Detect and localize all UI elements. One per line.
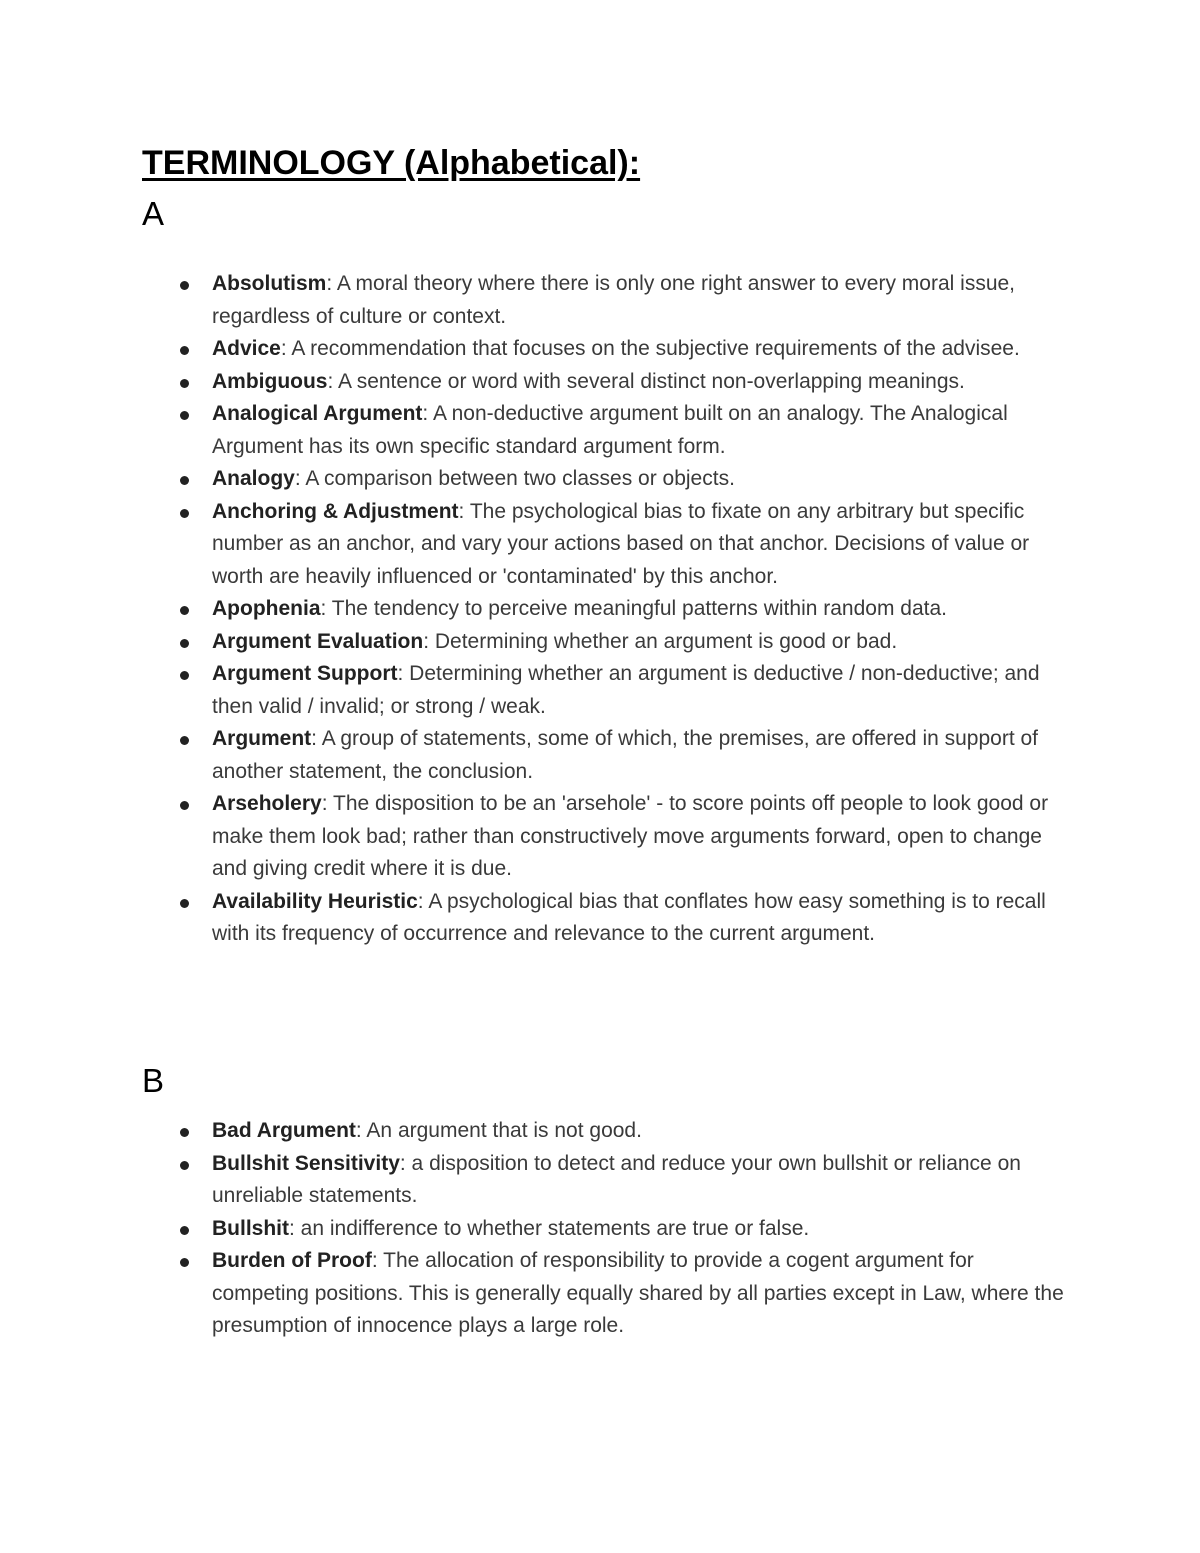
term-definition: A group of statements, some of which, the premises, are offered in support of another statement, the conclusion. bbox=[212, 727, 1039, 783]
term-name: Analogy bbox=[212, 467, 295, 490]
term-item bbox=[0, 1213, 1072, 1246]
term-separator: : bbox=[371, 1249, 378, 1272]
term-item bbox=[0, 1115, 1072, 1148]
term-item bbox=[0, 496, 1072, 594]
term-name: Burden of Proof bbox=[212, 1249, 372, 1272]
bullet-icon bbox=[180, 379, 189, 388]
bullet-icon bbox=[180, 801, 189, 810]
term-name: Bullshit bbox=[212, 1216, 289, 1240]
term-item bbox=[0, 626, 1072, 659]
term-separator: : bbox=[294, 467, 301, 490]
term-definition: an indifference to whether statements are true or false. bbox=[294, 1216, 810, 1240]
term-separator: : bbox=[355, 1119, 362, 1142]
term-separator: : bbox=[326, 272, 333, 295]
term-name: Availability Heuristic bbox=[212, 889, 418, 913]
term-item bbox=[0, 886, 1072, 951]
term-definition: A sentence or word with several distinct non-overlapping meanings. bbox=[333, 369, 965, 393]
bullet-icon bbox=[180, 411, 189, 420]
term-separator: : bbox=[280, 337, 287, 360]
bullet-icon bbox=[180, 1258, 189, 1267]
term-item bbox=[0, 398, 1072, 463]
term-name: Anchoring & Adjustment bbox=[212, 499, 459, 523]
term-definition: The allocation of responsibility to provide a cogent argument for competing positions. This is generally equally shared by all parties except in Law, where the presumption of innocence plays a large role. bbox=[212, 1249, 1064, 1337]
term-item bbox=[0, 658, 1072, 723]
section-letter-b: B bbox=[142, 1062, 165, 1099]
term-name: Absolutism bbox=[212, 272, 327, 295]
bullet-icon bbox=[180, 736, 189, 745]
term-definition: A psychological bias that conflates how easy something is to recall with its frequency of occurrence and relevance to the current argument. bbox=[212, 889, 1046, 945]
bullet-icon bbox=[180, 476, 189, 485]
term-definition: The psychological bias to fixate on any arbitrary but specific number as an anchor, and vary your actions based on that anchor. Decisions of value or worth are heavily influenced or 'contaminated' by this anchor. bbox=[212, 499, 1030, 588]
term-item bbox=[0, 268, 1072, 333]
bullet-icon bbox=[180, 639, 189, 648]
term-definition: a disposition to detect and reduce your own bullshit or reliance on unreliable statements. bbox=[212, 1151, 1021, 1207]
term-item bbox=[0, 333, 1072, 366]
term-separator: : bbox=[458, 499, 465, 523]
term-name: Bad Argument bbox=[212, 1119, 356, 1142]
term-separator: : bbox=[397, 662, 404, 685]
bullet-icon bbox=[180, 1161, 189, 1170]
term-item bbox=[0, 1245, 1072, 1343]
term-definition: The tendency to perceive meaningful patterns within random data. bbox=[326, 597, 947, 620]
term-separator: : bbox=[289, 1216, 295, 1240]
term-item bbox=[0, 723, 1072, 788]
term-name: Ambiguous bbox=[212, 369, 328, 393]
term-definition: Determining whether an argument is good or bad. bbox=[429, 629, 898, 653]
term-separator: : bbox=[320, 597, 327, 620]
page-title: TERMINOLOGY (Alphabetical): bbox=[142, 144, 641, 182]
term-separator: : bbox=[327, 369, 334, 393]
bullet-icon bbox=[180, 1128, 189, 1137]
term-item bbox=[0, 1148, 1072, 1213]
term-definition: A non-deductive argument built on an analogy. The Analogical Argument has its own specific standard argument form. bbox=[212, 402, 1008, 458]
bullet-icon bbox=[180, 606, 189, 615]
term-definition: A moral theory where there is only one right answer to every moral issue, regardless of culture or context. bbox=[212, 272, 1016, 328]
term-definition: Determining whether an argument is deductive / non-deductive; and then valid / invalid; or strong / weak. bbox=[212, 662, 1040, 718]
term-name: Bullshit Sensitivity bbox=[212, 1151, 400, 1175]
term-item bbox=[0, 463, 1072, 496]
term-name: Arseholery bbox=[212, 792, 322, 815]
bullet-icon bbox=[180, 899, 189, 908]
term-name: Argument Evaluation bbox=[212, 629, 424, 653]
term-name: Argument Support bbox=[212, 662, 398, 685]
term-definition: The disposition to be an 'arsehole' - to score points off people to look good or make them look bad; rather than constructively move arguments forward, open to change and giving credit where it is due. bbox=[212, 792, 1049, 880]
term-item bbox=[0, 788, 1072, 886]
term-definition: A comparison between two classes or objects. bbox=[300, 467, 735, 490]
term-definition: A recommendation that focuses on the subjective requirements of the advisee. bbox=[286, 337, 1020, 360]
term-separator: : bbox=[321, 792, 328, 815]
term-name: Argument bbox=[212, 727, 312, 750]
bullet-icon bbox=[180, 346, 189, 355]
term-name: Apophenia bbox=[212, 597, 321, 620]
term-separator: : bbox=[311, 727, 318, 750]
term-item bbox=[0, 366, 1072, 399]
bullet-icon bbox=[180, 1226, 189, 1235]
term-definition: An argument that is not good. bbox=[361, 1119, 642, 1142]
bullet-icon bbox=[180, 509, 189, 518]
terms-list-a bbox=[0, 268, 1200, 951]
term-separator: : bbox=[422, 402, 429, 425]
section-letter-a: A bbox=[142, 195, 165, 232]
term-item bbox=[0, 593, 1072, 626]
terms-list-b bbox=[0, 1115, 1200, 1343]
term-separator: : bbox=[417, 889, 424, 913]
bullet-icon bbox=[180, 671, 189, 680]
bullet-icon bbox=[180, 281, 189, 290]
term-name: Analogical Argument bbox=[212, 402, 423, 425]
term-name: Advice bbox=[212, 337, 281, 360]
term-separator: : bbox=[423, 629, 430, 653]
term-separator: : bbox=[399, 1151, 406, 1175]
